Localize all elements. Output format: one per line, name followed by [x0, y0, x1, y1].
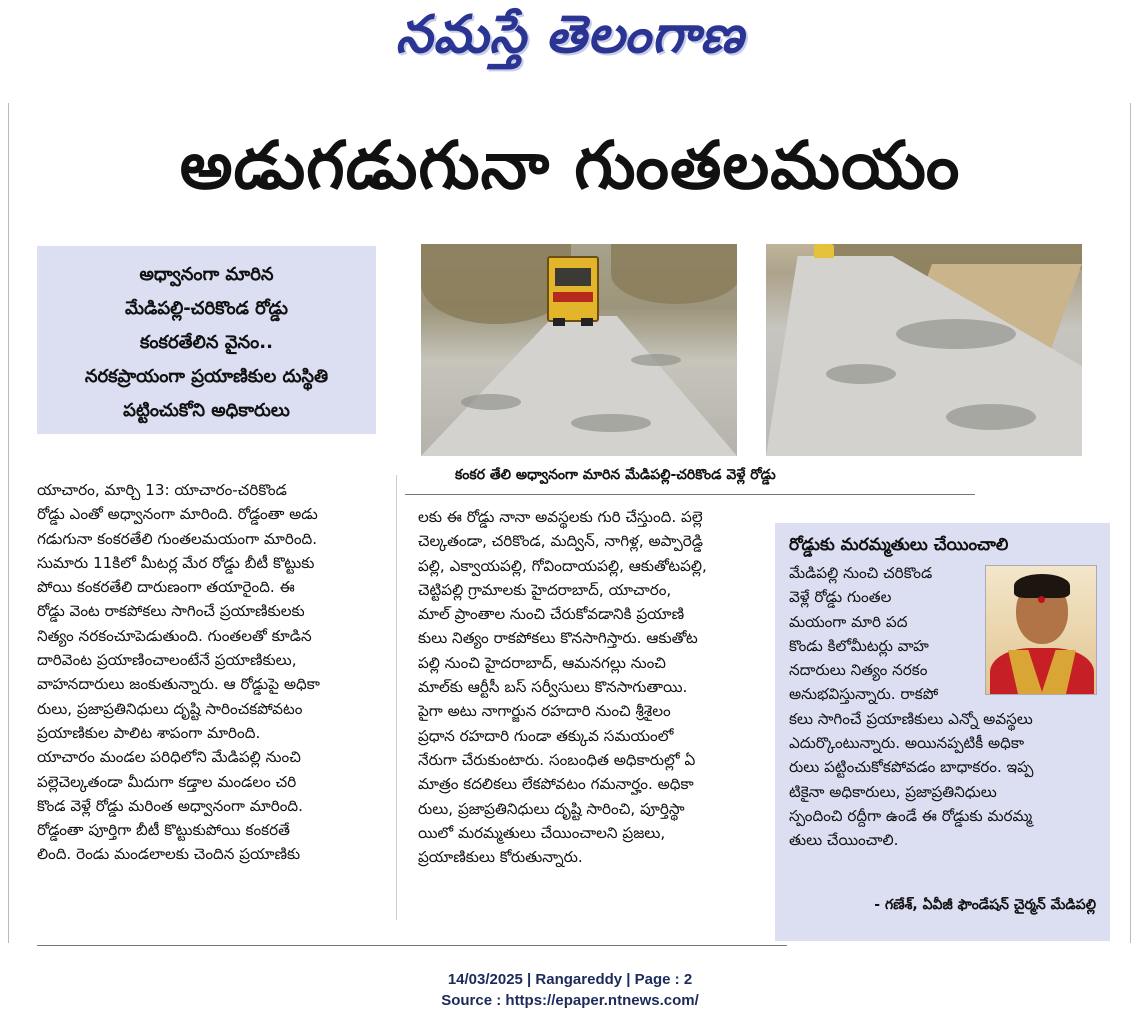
deck-line: నరకప్రాయంగా ప్రయాణికుల దుస్థితి	[84, 366, 329, 387]
body-line: యిలో మరమ్మతులు చేయించాలని ప్రజలు,	[418, 823, 666, 842]
masthead	[0, 0, 1140, 78]
body-line: నేరుగా చేరుకుంటారు. సంబంధిత అధికారుల్లో ఏ	[418, 750, 696, 769]
page-border-left	[8, 103, 9, 943]
trees	[611, 244, 737, 304]
body-line: కులు నిత్యం రాకపోకలు కొనసాగిస్తారు. ఆకుతోట	[418, 629, 698, 648]
sidebar-line: తులు చేయించాలి.	[789, 831, 899, 850]
pothole	[631, 354, 681, 366]
sidebar-line: అనుభవిస్తున్నారు. రాకపో	[789, 685, 939, 704]
sidebar-line: రులు పట్టించుకోకపోవడం బాధాకరం. ఇప్ప	[789, 758, 1034, 777]
photo-caption: కంకర తేలి అధ్వానంగా మారిన మేడిపల్లి-చరికొండ వెళ్లే రోడ్డు	[455, 467, 776, 483]
body-line: యాచారం మండల పరిధిలోని మేడిపల్లి నుంచి	[37, 748, 301, 767]
sidebar-line: ఎదుర్కొంటున్నారు. అయినప్పటికీ అధికా	[789, 734, 1025, 753]
deck-line: మేడిపల్లి-చరికొండ రోడ్డు	[124, 298, 289, 319]
body-line: పోయి కంకరతేలి దారుణంగా తయారైంది. ఈ	[37, 578, 295, 597]
bottom-divider	[37, 945, 787, 946]
deck-line: అధ్వానంగా మారిన	[139, 264, 274, 285]
footer-edition-info: 14/03/2025 | Rangareddy | Page : 2	[447, 971, 693, 988]
body-line: గడుగునా కంకరతేలి గుంతలమయంగా మారింది.	[37, 529, 318, 548]
road-photo-bus	[421, 244, 737, 456]
body-line: దారివెంట ప్రయాణించాలంటేనే ప్రయాణికులు,	[37, 651, 297, 670]
body-line: వాహనదారులు జంకుతున్నారు. ఆ రోడ్డుపై అధికా	[37, 675, 320, 694]
body-line: ప్రయాణికులు కోరుతున్నారు.	[418, 848, 583, 867]
pothole	[571, 414, 651, 432]
body-column-2	[418, 505, 748, 869]
pothole	[826, 364, 896, 384]
article-headline: అడుగడుగునా గుంతలమయం	[179, 127, 961, 204]
sidebar-line: టికైనా అధికారులు, ప్రజాప్రతినిధులు	[789, 782, 997, 801]
body-line: సుమారు 11కిలో మీటర్ల మేర రోడ్డు బీటీ కొట్టుకు	[37, 553, 315, 572]
masthead-logo: నమస్తే తెలంగాణ	[395, 4, 745, 65]
body-line: పైగా అటు నాగార్జున రహదారి నుంచి శ్రీశైలం	[418, 702, 671, 721]
footer-source-link[interactable]: Source : https://epaper.ntnews.com/	[441, 992, 699, 1009]
body-line: రులు, ప్రజాప్రతినిధులు దృష్టి సారించి, పూర్తిస్థా	[418, 799, 685, 818]
body-line: చెల్కతండా, చరికొండ, మద్విన్, నాగిళ్ల, అప్పారెడ్డి	[418, 532, 704, 551]
body-line: మాల్ ప్రాంతాల నుంచి చేరుకోవడానికి ప్రయాణి	[418, 605, 685, 624]
body-line: నిత్యం నరకంచూపెడుతుంది. గుంతలతో కూడిన	[37, 626, 312, 645]
body-line: లింది. రెండు మండలాలకు చెందిన ప్రయాణికు	[37, 845, 301, 864]
page-border-right	[1130, 103, 1131, 943]
body-line: పల్లి నుంచి హైదరాబాద్, ఆమనగల్లు నుంచి	[418, 653, 666, 672]
deck-line: కంకరతేలిన వైనం..	[140, 332, 273, 353]
sidebar-line: మేడిపల్లి నుంచి చరికొండ	[789, 564, 933, 582]
auto-rickshaw	[814, 244, 834, 258]
road-surface	[421, 316, 737, 456]
road-photo-potholes	[766, 244, 1082, 456]
article-deck	[37, 246, 376, 434]
sidebar-quote-box	[775, 523, 1110, 941]
body-line: రులు, ప్రజాప్రతినిధులు దృష్టి సారించకపోవటం	[37, 699, 303, 718]
sidebar-signature: - గణేశ్, ఏవీజీ ఫౌండేషన్ చైర్మన్ మేడిపల్లి	[874, 897, 1096, 913]
body-line: లకు ఈ రోడ్డు నానా అవస్థలకు గురి చేస్తుంది. పల్లె	[418, 508, 703, 526]
body-line: పల్లి, ఎక్వాయపల్లి, గోవిందాయపల్లి, ఆకుతోటపల్లి,	[418, 556, 707, 575]
bus	[547, 256, 599, 322]
sidebar-title: రోడ్డుకు మరమ్మతులు చేయించాలి	[789, 535, 1009, 555]
body-line: రోడ్డు వెంట రాకపోకలు సాగించే ప్రయాణికులకు	[37, 602, 305, 621]
sidebar-text	[789, 561, 1099, 853]
body-line: రోడ్డు ఎంతో అధ్వానంగా మారింది. రోడ్డంతా అడు	[37, 505, 318, 524]
body-line: కొండ వెళ్లే రోడ్డు మరింత అధ్వానంగా మారింది.	[37, 796, 303, 815]
sidebar-line: వెళ్లే రోడ్డు గుంతల	[789, 588, 892, 607]
column-divider	[396, 475, 397, 920]
pothole	[896, 319, 1016, 349]
sidebar-line: కొండు కిలోమీటర్లు వాహ	[789, 636, 929, 655]
body-line: ప్రధాన రహదారి గుండా తక్కువ సమయంలో	[418, 726, 674, 745]
sidebar-line: మయంగా మారి పద	[789, 612, 908, 631]
body-line: పల్లెచెల్కతండా మీదుగా కడ్తాల మండలం చరి	[37, 772, 297, 791]
body-line: చెట్టిపల్లి గ్రామాలకు హైదరాబాద్, యాచారం,	[418, 580, 672, 599]
pothole	[461, 394, 521, 410]
pothole	[946, 404, 1036, 430]
sidebar-line: నదారులు నిత్యం నరకం	[789, 661, 928, 680]
body-column-1	[37, 478, 377, 867]
caption-divider	[405, 494, 975, 495]
sidebar-line: కలు సాగించే ప్రయాణికులు ఎన్నో అవస్థలు	[789, 709, 1033, 728]
sidebar-line: స్పందించి రద్దీగా ఉండే ఈ రోడ్డుకు మరమ్మ	[789, 806, 1033, 825]
body-line: ప్రయాణికుల పాలిట శాపంగా మారింది.	[37, 723, 261, 742]
body-line: రోడ్డంతా పూర్తిగా బీటీ కొట్టుకుపోయి కంకరతే	[37, 821, 290, 840]
body-line: మాల్‌కు ఆర్టీసీ బస్ సర్వీసులు కొనసాగుతాయి.	[418, 678, 688, 697]
deck-line: పట్టించుకోని అధికారులు	[123, 400, 290, 421]
body-line: మాత్రం కదలికలు లేకపోవటం గమనార్హం. అధికా	[418, 775, 694, 794]
body-line: యాచారం, మార్చి 13: యాచారం-చరికొండ	[37, 481, 287, 499]
